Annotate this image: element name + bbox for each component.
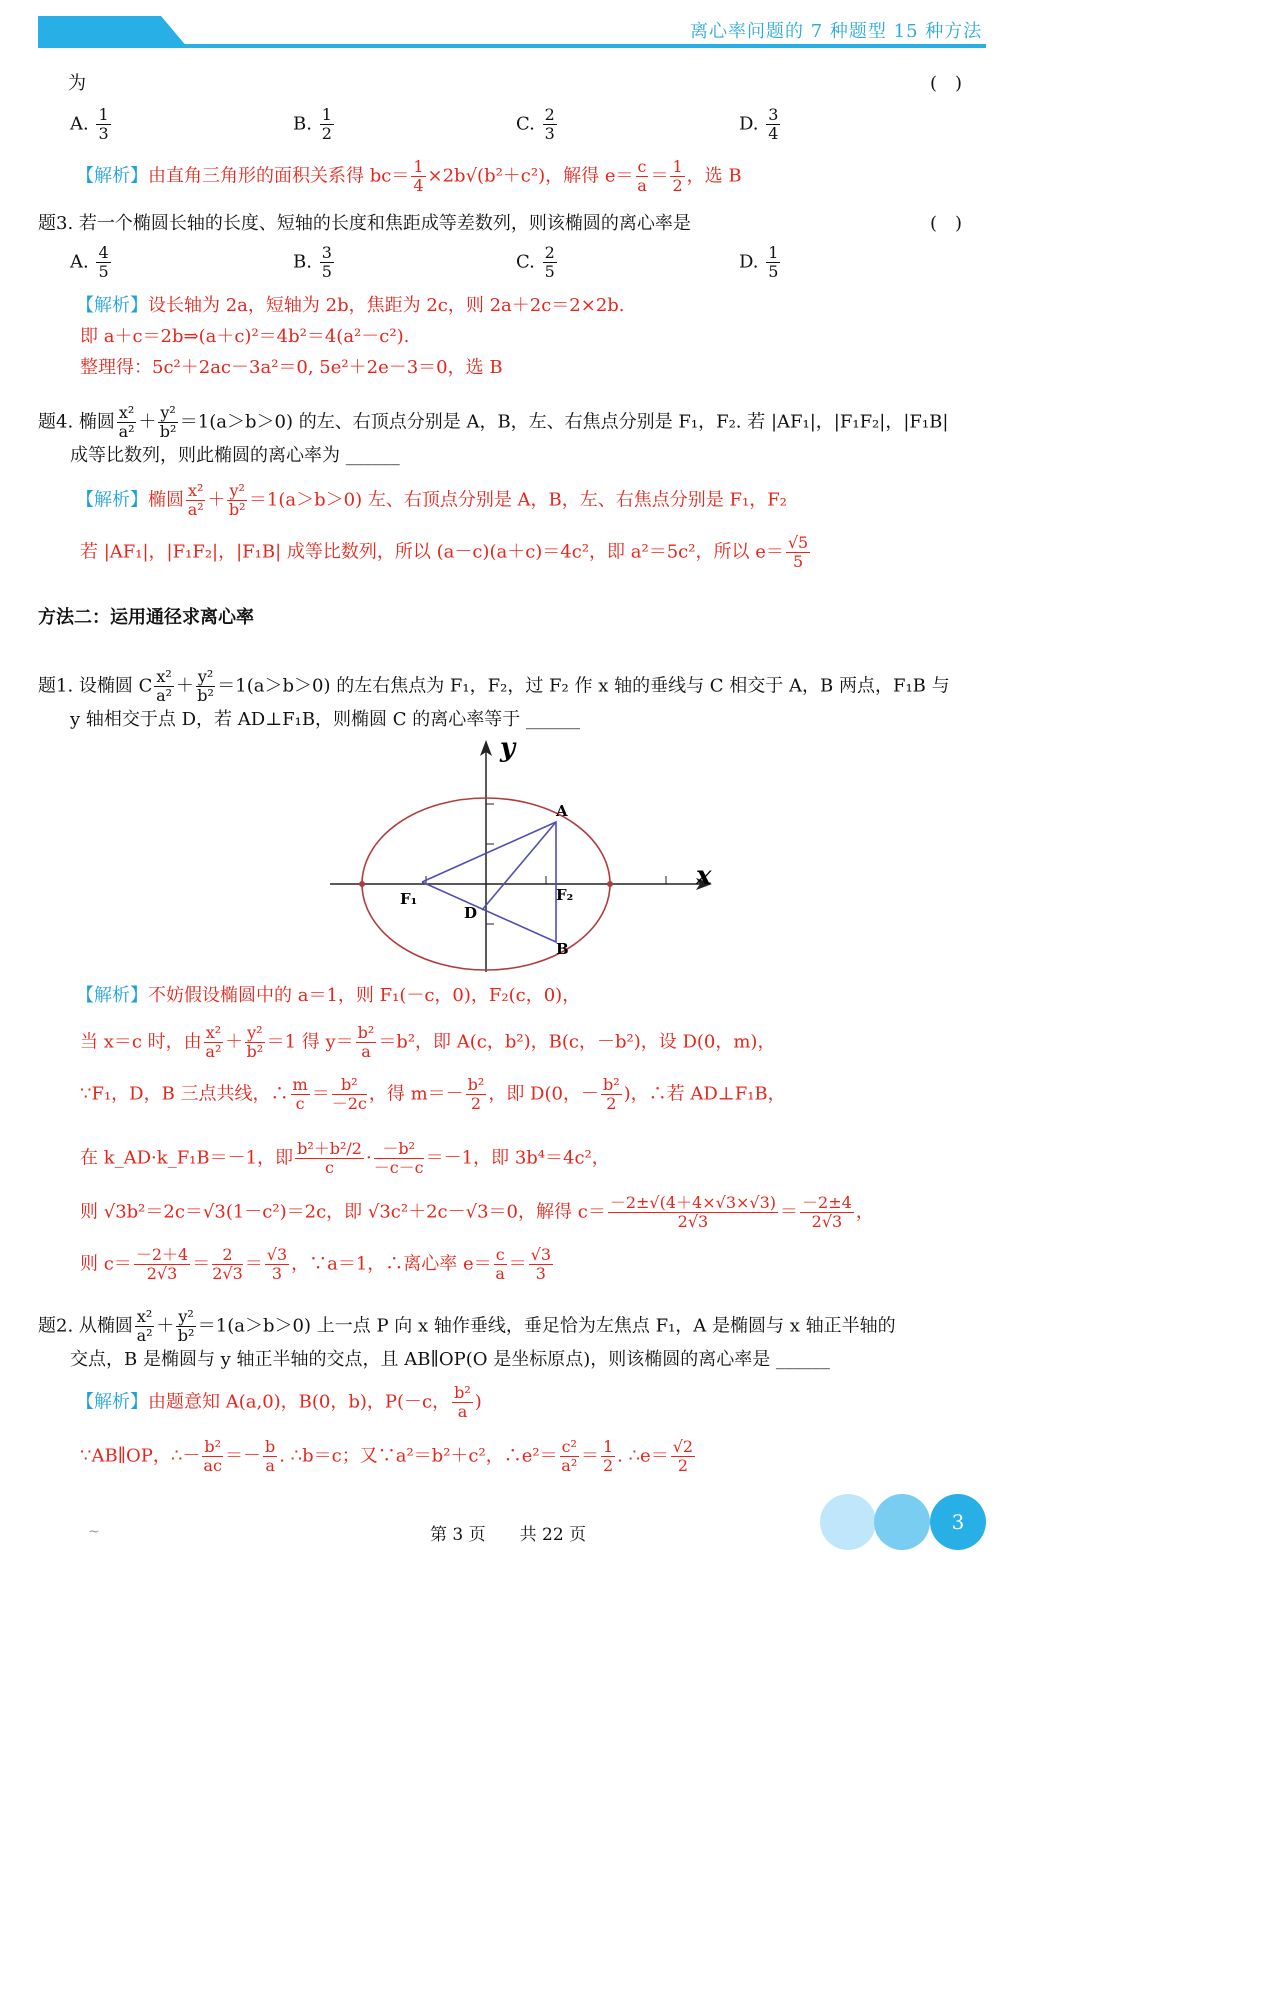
solution-tag: 【解析】 xyxy=(76,1391,148,1413)
solution-tag: 【解析】 xyxy=(76,165,148,187)
option-a: A. $\frac{1}{3}$ xyxy=(70,105,109,143)
method2-question-1-stem: 题1. 设椭圆 C $\frac{\text{x²}}{\text{a²}}$ ＋ $\frac{\text{y²}}{\text{b²}}$ ＝1(a＞b＞0) 的左右焦点为 F₁，F₂，过 F₂ 作 x 轴的垂线与 C 相交于 A，B 两点，F₁B 与 xyxy=(38,667,950,705)
x-axis-label: x xyxy=(696,861,712,891)
option-b: B. $\frac{3}{5}$ xyxy=(293,243,332,281)
segment-a-d xyxy=(482,822,556,910)
option-c: C. $\frac{2}{5}$ xyxy=(516,243,555,281)
solution-q3-line2: 即 a＋c＝2b⇒(a＋c)²＝4b²＝4(a²－c²). xyxy=(80,326,410,347)
footer-mark: ~ xyxy=(88,1524,100,1540)
solution-m2q1-line4: 在 k_AD·k_F₁B＝－1，即 $\frac{\text{b²＋b²/2}}{c}$ · $\frac{\text{－b²}}{-c-c}$ ＝－1，即 3b⁴＝4c²， xyxy=(80,1139,610,1177)
y-axis-label: y xyxy=(500,738,516,763)
answer-paren: ( ) xyxy=(930,73,963,94)
footer-page: 第 3 页 共 22 页 xyxy=(430,1525,587,1545)
solution-m2q2-line2: ∵AB∥OP，∴－ $\frac{\text{b²}}{ac}$ ＝－ $\frac{b}{a}$ . ∴b＝c；又∵a²＝b²＋c²，∴e²＝ $\frac{\text{c²}}{\text{a²}}$ ＝ $\frac{1}{2}$ . ∴e＝ $\frac{√2}{2}$ xyxy=(80,1437,694,1475)
method2-question-1-stem-line2: y 轴相交于点 D，若 AD⊥F₁B，则椭圆 C 的离心率等于 ______ xyxy=(70,709,580,730)
solution-tag: 【解析】 xyxy=(76,985,148,1006)
solution-q3-line3: 整理得：5c²＋2ac－3a²＝0, 5e²＋2e－3＝0，选 B xyxy=(80,357,503,378)
solution-q3-line1: 【解析】设长轴为 2a，短轴为 2b，焦距为 2c，则 2a＋2c＝2×2b. xyxy=(76,295,625,316)
left-vertex xyxy=(359,881,365,887)
option-b: B. $\frac{1}{2}$ xyxy=(293,105,332,143)
option-label: D. xyxy=(739,113,759,135)
option-label: B. xyxy=(293,113,312,135)
right-vertex xyxy=(607,881,613,887)
option-label: A. xyxy=(70,113,89,135)
solution-q4-line1: 【解析】椭圆 $\frac{\text{x²}}{\text{a²}}$ ＋ $\frac{\text{y²}}{\text{b²}}$ ＝1(a＞b＞0) 左、右顶点分别是 A，B，左、右焦点分别是 F₁，F₂ xyxy=(76,481,787,519)
solution-m2q1-line3: ∵F₁，D，B 三点共线，∴ $\frac{m}{c}$ ＝ $\frac{\text{b²}}{-2c}$ ，得 m＝－ $\frac{\text{b²}}{2}$ ，即 D(0，－ $\frac{\text{b²}}{2}$ )，∴若 AD⊥F₁B， xyxy=(80,1075,786,1113)
section-title-method-2: 方法二：运用通径求离心率 xyxy=(38,607,254,628)
method2-question-2-stem-line2: 交点，B 是椭圆与 y 轴正半轴的交点，且 AB∥OP(O 是坐标原点)，则该椭圆的离心率是 ______ xyxy=(70,1349,830,1370)
point-a-label: A xyxy=(556,802,568,820)
point-b-label: B xyxy=(556,940,569,958)
solution-m2q1-line5: 则 √3b²＝2c＝√3(1－c²)＝2c，即 √3c²＋2c－√3＝0，解得 c＝ $\frac{-2\pm√(4+4\times√3\times√3)}{2√3}$ ＝ $\frac{-2\pm 4}{2√3}$ ， xyxy=(80,1193,874,1231)
solution-tag: 【解析】 xyxy=(76,489,148,511)
option-c: C. $\frac{2}{3}$ xyxy=(516,105,555,143)
option-label: C. xyxy=(516,113,535,135)
option-d: D. $\frac{3}{4}$ xyxy=(739,105,779,143)
footer-circle-1 xyxy=(820,1494,876,1550)
question-4-stem: 题4. 椭圆 $\frac{\text{x²}}{\text{a²}}$ ＋ $\frac{\text{y²}}{\text{b²}}$ ＝1(a＞b＞0) 的左、右顶点分别是 A，B，左、右焦点分别是 F₁，F₂. 若 |AF₁|，|F₁F₂|，|F₁B| xyxy=(38,403,949,441)
page-number-badge: 3 xyxy=(930,1494,986,1550)
option-a: A. $\frac{4}{5}$ xyxy=(70,243,109,281)
point-f2-label: F₂ xyxy=(556,886,574,904)
question-4-stem-line2: 成等比数列，则此椭圆的离心率为 ______ xyxy=(70,445,400,466)
solution-q4-line2: 若 |AF₁|，|F₁F₂|，|F₁B| 成等比数列，所以 (a－c)(a＋c)＝4c²，即 a²＝5c²，所以 e＝ $\frac{√5}{5}$ xyxy=(80,533,809,571)
footer-circle-2 xyxy=(874,1494,930,1550)
point-d-label: D xyxy=(464,904,478,922)
question-3-stem: 题3. 若一个椭圆长轴的长度、短轴的长度和焦距成等差数列，则该椭圆的离心率是 xyxy=(38,213,691,234)
solution-m2q1-line1: 【解析】不妨假设椭圆中的 a＝1，则 F₁(－c，0)，F₂(c，0)， xyxy=(76,985,581,1006)
question-tail: 为 xyxy=(68,73,86,94)
solution-m2q2-line1: 【解析】由题意知 A(a,0)，B(0，b)，P(－c， $\frac{\text{b²}}{a}$ ) xyxy=(76,1383,482,1421)
answer-paren: ( ) xyxy=(930,213,963,234)
page-header-title: 离心率问题的 7 种题型 15 种方法 xyxy=(690,21,983,42)
solution-m2q1-line2: 当 x＝c 时，由 $\frac{\text{x²}}{\text{a²}}$ ＋ $\frac{\text{y²}}{\text{b²}}$ ＝1 得 y＝ $\frac{\text{b²}}{a}$ ＝b²，即 A(c，b²)，B(c，－b²)，设 D(0，m)， xyxy=(80,1023,776,1061)
option-d: D. $\frac{1}{5}$ xyxy=(739,243,779,281)
solution-m2q1-line6: 则 c＝ $\frac{-2+4}{2√3}$ ＝ $\frac{2}{2√3}$ ＝ $\frac{√3}{3}$ ，∵a＝1，∴离心率 e＝ $\frac{c}{a}$ ＝ $\frac{√3}{3}$ xyxy=(80,1245,552,1283)
solution-tag: 【解析】 xyxy=(76,295,148,316)
point-f1-label: F₁ xyxy=(400,890,418,908)
solution-prev: 【解析】由直角三角形的面积关系得 bc＝ $\frac{1}{4}$ ×2b√(b²＋c²)，解得 e＝ $\frac{c}{a}$ ＝ $\frac{1}{2}$ ，选 B xyxy=(76,157,742,195)
method2-question-2-stem: 题2. 从椭圆 $\frac{\text{x²}}{\text{a²}}$ ＋ $\frac{\text{y²}}{\text{b²}}$ ＝1(a＞b＞0) 上一点 P 向 x 轴作垂线，垂足恰为左焦点 F₁，A 是椭圆与 x 轴正半轴的 xyxy=(38,1307,896,1345)
ellipse-figure xyxy=(330,738,730,978)
